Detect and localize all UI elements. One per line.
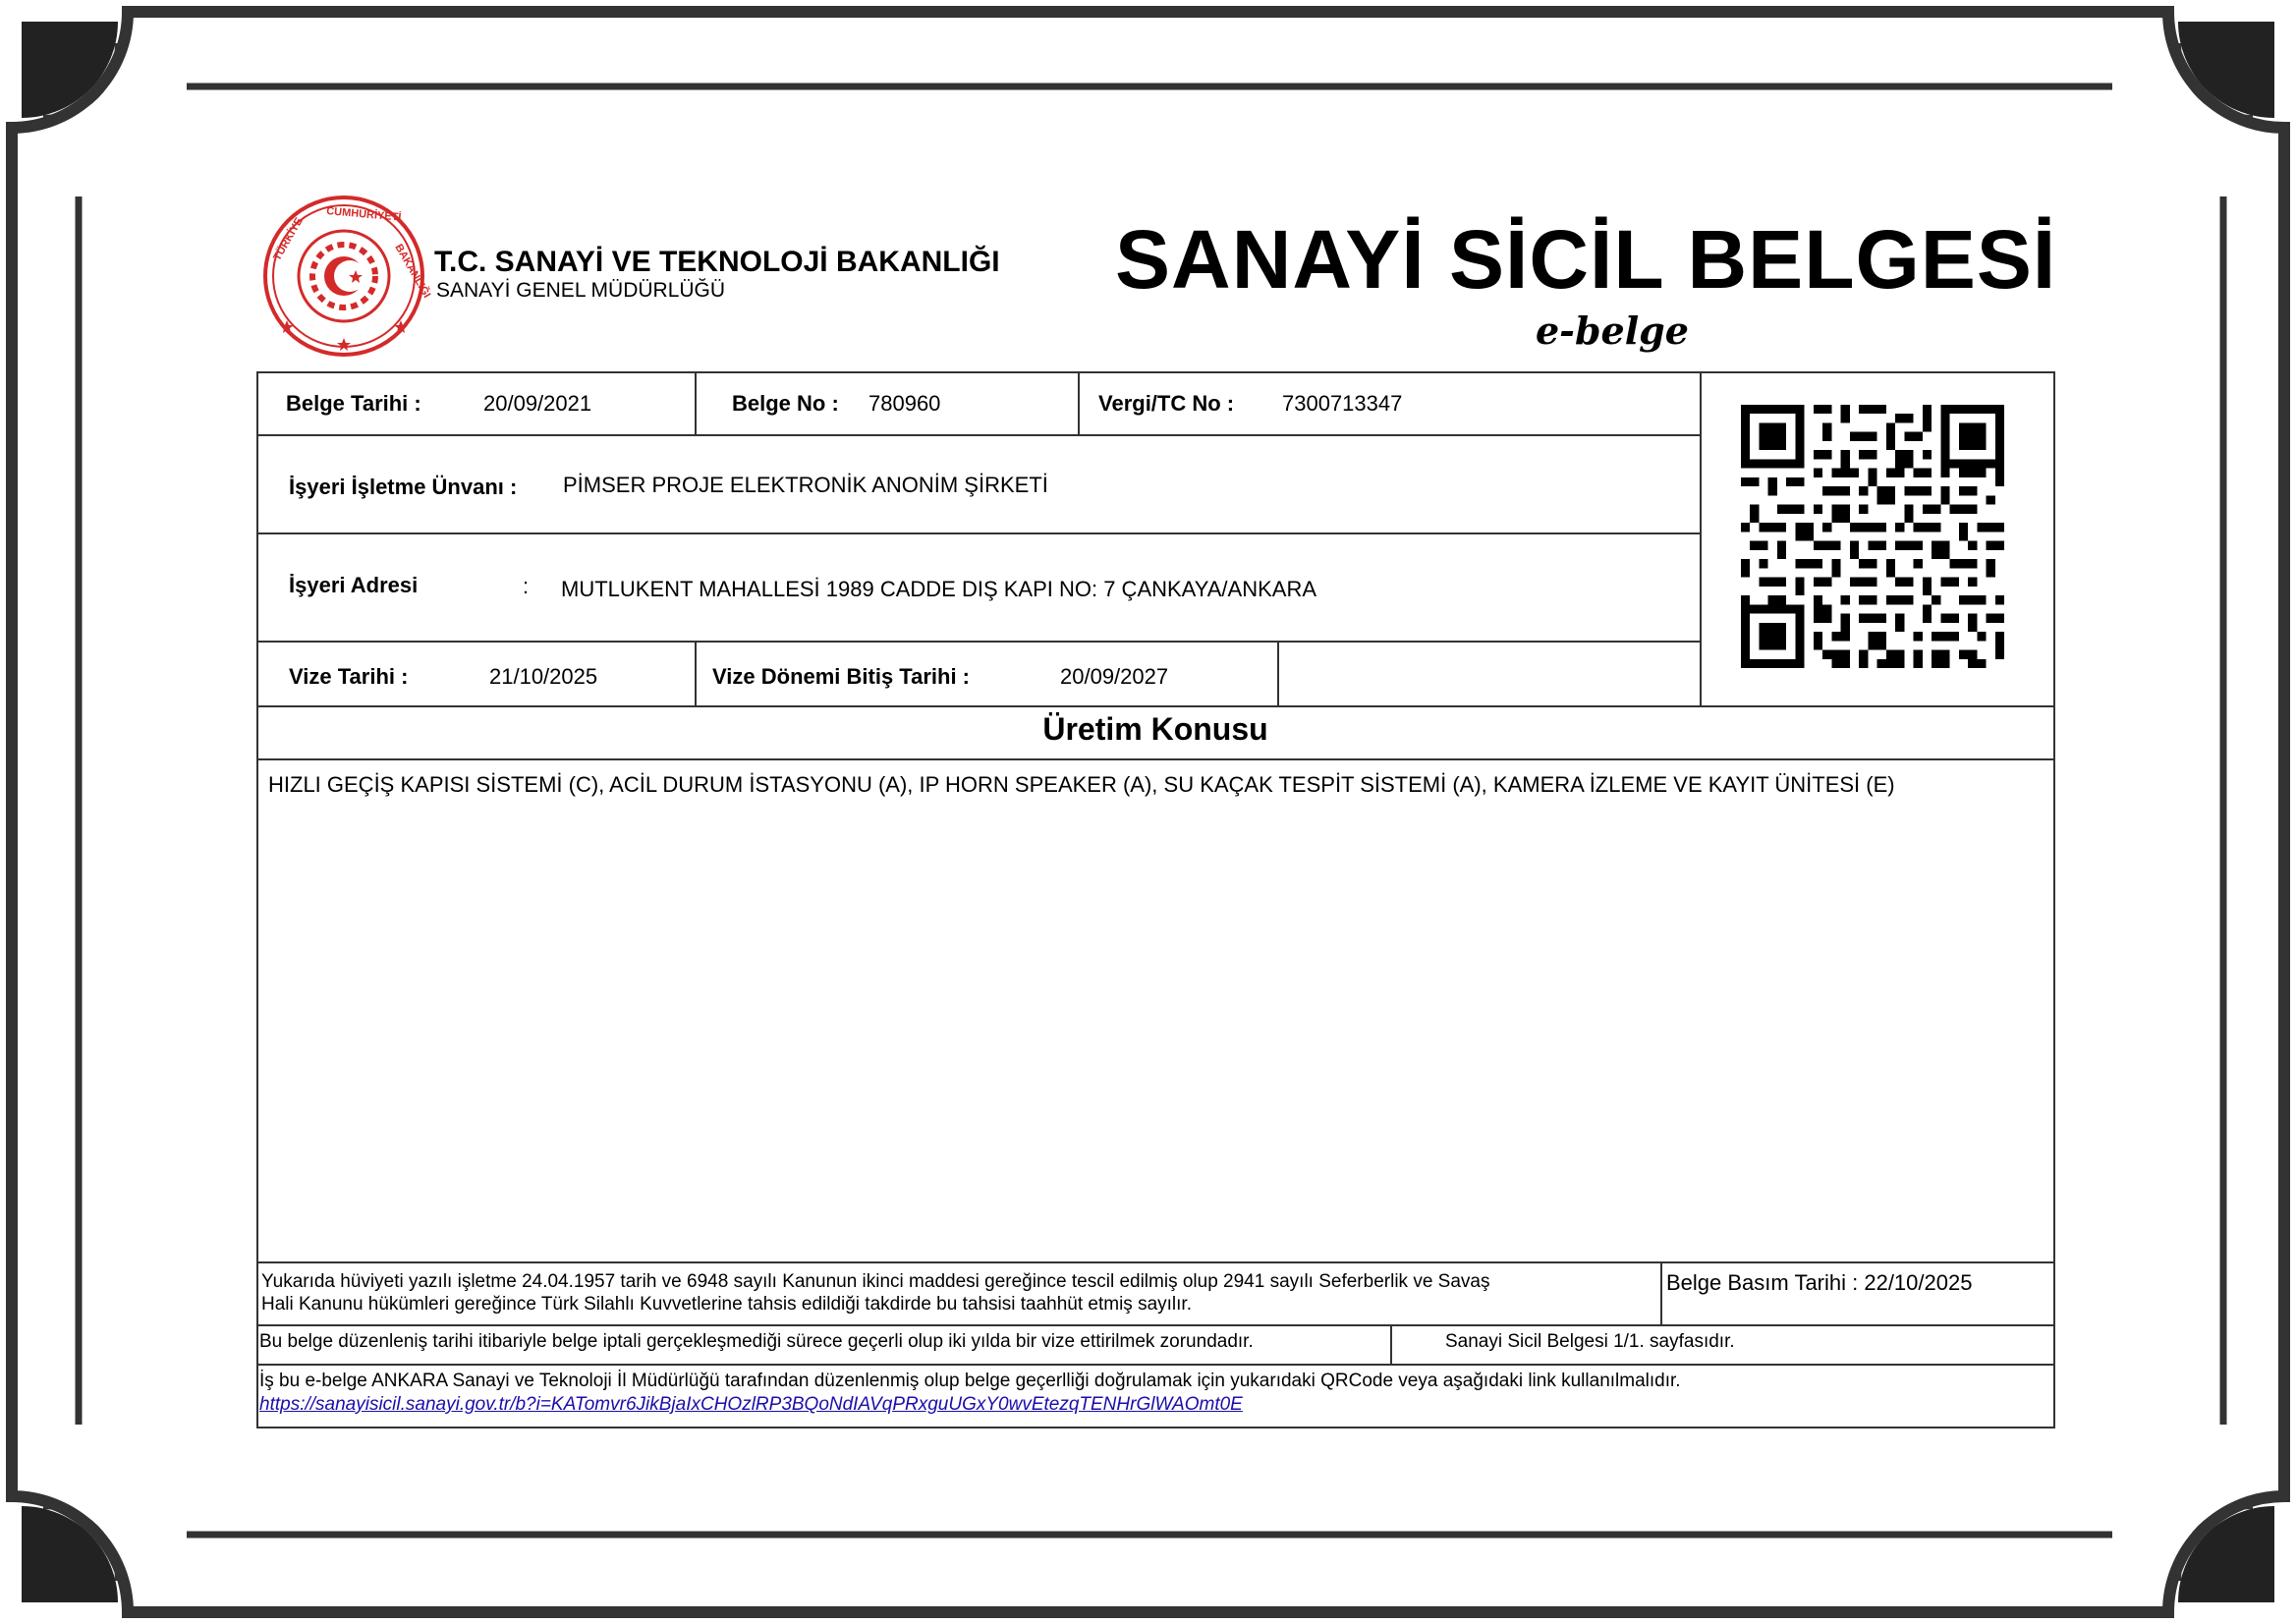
col-divider-2 <box>1078 371 1080 435</box>
unvan-label: İşyeri İşletme Ünvanı : <box>289 475 518 499</box>
footer-divider-3 <box>256 1364 2055 1366</box>
belge-tarihi-label: Belge Tarihi : <box>286 391 421 416</box>
svg-text:CUMHURİYETİ: CUMHURİYETİ <box>325 205 402 224</box>
col-divider-1 <box>695 371 697 435</box>
adres-colon: : <box>523 574 530 598</box>
ministry-name: T.C. SANAYİ VE TEKNOLOJİ BAKANLIĞI <box>434 246 1000 278</box>
print-date: Belge Basım Tarihi : 22/10/2025 <box>1666 1270 1973 1295</box>
footer-col-divider-2 <box>1390 1324 1392 1365</box>
unvan-value: PİMSER PROJE ELEKTRONİK ANONİM ŞİRKETİ <box>563 473 1048 497</box>
ministry-seal-icon <box>257 193 434 360</box>
row-divider-3 <box>256 641 1701 643</box>
legal-text-line-2: Hali Kanunu hükümleri gereğince Türk Silahlı Kuvvetlerine tahsis edildiği takdirde bu tahsisi taahhüt etmiş sayılır. <box>261 1294 1192 1315</box>
validity-text: Bu belge düzenleniş tarihi itibariyle belge iptali gerçekleşmediği sürece geçerli olup iki yılda bir vize ettirilmek zorundadır. <box>259 1331 1254 1352</box>
page-info: Sanayi Sicil Belgesi 1/1. sayfasıdır. <box>1445 1331 1735 1352</box>
belge-no-value: 780960 <box>868 391 941 416</box>
row-divider-1 <box>256 434 1701 436</box>
vize-tarihi-label: Vize Tarihi : <box>289 664 409 689</box>
svg-text:TÜRKİYE: TÜRKİYE <box>271 215 306 263</box>
production-title: Üretim Konusu <box>1042 711 1268 747</box>
issuer-text: İş bu e-belge ANKARA Sanayi ve Teknoloji İl Müdürlüğü tarafından düzenlenmiş olup belge geçerlliği doğrulamak için yukarıdaki QRCode veya aşağıdaki link kullanılmalıdır. <box>259 1371 1681 1391</box>
vergi-no-value: 7300713347 <box>1282 391 1403 416</box>
col-divider-4 <box>1277 641 1279 707</box>
qr-divider <box>1700 371 1702 707</box>
production-text: HIZLI GEÇİŞ KAPISI SİSTEMİ (C), ACİL DURUM İSTASYONU (A), IP HORN SPEAKER (A), SU KAÇAK TESPİT SİSTEMİ (A), KAMERA İZLEME VE KAYIT ÜNİTESİ (E) <box>268 772 1895 797</box>
production-section <box>256 705 2055 1428</box>
document-title: SANAYİ SİCİL BELGESİ <box>1115 213 2057 306</box>
document-subtitle: e-belge <box>1536 308 1689 353</box>
directorate-name: SANAYİ GENEL MÜDÜRLÜĞÜ <box>436 279 726 302</box>
svg-text:BAKANLIĞI: BAKANLIĞI <box>392 242 433 301</box>
row-divider-2 <box>256 532 1701 534</box>
belge-tarihi-value: 20/09/2021 <box>483 391 592 416</box>
col-divider-3 <box>695 641 697 707</box>
vize-tarihi-value: 21/10/2025 <box>489 664 598 689</box>
production-title-divider <box>256 758 2055 760</box>
vize-bitis-label: Vize Dönemi Bitiş Tarihi : <box>712 664 971 689</box>
verification-link[interactable]: https://sanayisicil.sanayi.gov.tr/b?i=KATomvr6JikBjaIxCHOzlRP3BQoNdIAVqPRxguUGxY0wvEtezqTENHrGlWAOmt0E <box>259 1394 1243 1415</box>
belge-no-label: Belge No : <box>732 391 839 416</box>
footer-divider-2 <box>256 1324 2055 1326</box>
qr-code-icon[interactable] <box>1741 405 2004 668</box>
footer-divider-1 <box>256 1261 2055 1263</box>
adres-label: İşyeri Adresi <box>289 573 419 597</box>
footer-col-divider-1 <box>1660 1261 1662 1325</box>
vergi-no-label: Vergi/TC No : <box>1098 391 1235 416</box>
vize-bitis-value: 20/09/2027 <box>1060 664 1169 689</box>
adres-value: MUTLUKENT MAHALLESİ 1989 CADDE DIŞ KAPI NO: 7 ÇANKAYA/ANKARA <box>561 577 1317 601</box>
legal-text-line-1: Yukarıda hüviyeti yazılı işletme 24.04.1957 tarih ve 6948 sayılı Kanunun ikinci maddesi gereğince tescil edilmiş olup 2941 sayılı Seferberlik ve Savaş <box>261 1271 1490 1292</box>
